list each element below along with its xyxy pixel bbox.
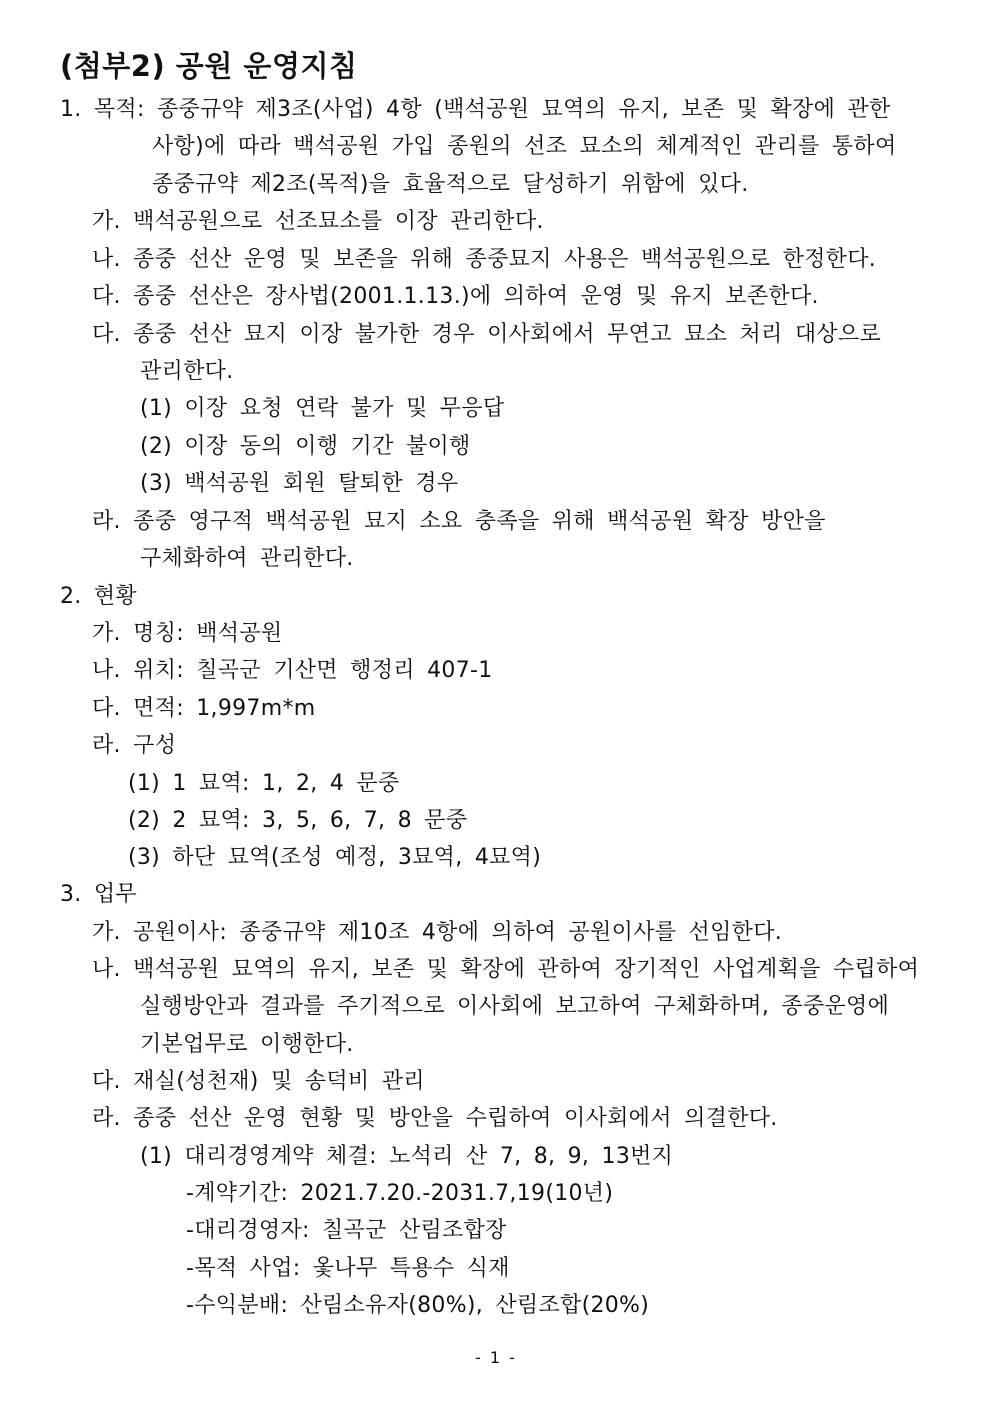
section-3-heading: 3. 업무: [60, 882, 137, 907]
section-2-item-name: 가. 명칭: 백석공원: [92, 621, 283, 646]
section-2-subitem-2: (2) 2 묘역: 3, 5, 6, 7, 8 문중: [128, 808, 468, 833]
section-1-purpose-line-2: 사항)에 따라 백석공원 가입 종원의 선조 묘소의 체계적인 관리를 통하여: [152, 134, 897, 159]
section-3-item-na-line-3: 기본업무로 이행한다.: [140, 1032, 354, 1057]
section-1-item-da-2-line-2: 관리한다.: [140, 359, 234, 384]
section-3-item-ra: 라. 종중 선산 운영 현황 및 방안을 수립하여 이사회에서 의결한다.: [92, 1106, 778, 1131]
section-1-item-ra-line-1: 라. 종중 영구적 백석공원 묘지 소요 충족을 위해 백석공원 확장 방안을: [92, 509, 826, 534]
section-3-item-da: 다. 재실(성천재) 및 송덕비 관리: [92, 1069, 425, 1094]
section-1-purpose-line-1: 1. 목적: 종중규약 제3조(사업) 4항 (백석공원 묘역의 유지, 보존 및 확장에 관한: [60, 97, 891, 122]
section-1-subitem-2: (2) 이장 동의 이행 기간 불이행: [140, 434, 471, 459]
section-1-item-ga: 가. 백석공원으로 선조묘소를 이장 관리한다.: [92, 209, 544, 234]
section-2-heading: 2. 현황: [60, 584, 137, 609]
section-1-item-na: 나. 종중 선산 운영 및 보존을 위해 종중묘지 사용은 백석공원으로 한정한다.: [92, 247, 877, 272]
section-2-item-composition: 라. 구성: [92, 733, 177, 758]
document-title: (첨부2) 공원 운영지침: [60, 49, 358, 83]
section-3-item-na-line-1: 나. 백석공원 묘역의 유지, 보존 및 확장에 관하여 장기적인 사업계획을 수립하여: [92, 957, 920, 982]
section-3-subitem-1: (1) 대리경영계약 체결: 노석리 산 7, 8, 9, 13번지: [140, 1144, 674, 1169]
section-1-item-da-2-line-1: 다. 종중 선산 묘지 이장 불가한 경우 이사회에서 무연고 묘소 처리 대상으로: [92, 322, 882, 347]
section-1-item-ra-line-2: 구체화하여 관리한다.: [140, 546, 354, 571]
section-1-subitem-3: (3) 백석공원 회원 탈퇴한 경우: [140, 471, 459, 496]
section-1-subitem-1: (1) 이장 요청 연락 불가 및 무응답: [140, 396, 505, 421]
section-3-item-na-line-2: 실행방안과 결과를 주기적으로 이사회에 보고하여 구체화하며, 종중운영에: [140, 994, 890, 1019]
section-1-purpose-line-3: 종중규약 제2조(목적)을 효율적으로 달성하기 위함에 있다.: [152, 172, 749, 197]
page-number: - 1 -: [475, 1348, 517, 1367]
section-3-detail-manager: -대리경영자: 칠곡군 산림조합장: [186, 1218, 507, 1243]
section-3-detail-contract-period: -계약기간: 2021.7.20.-2031.7,19(10년): [186, 1181, 614, 1206]
section-2-subitem-3: (3) 하단 묘역(조성 예정, 3묘역, 4묘역): [128, 845, 542, 870]
section-3-item-ga: 가. 공원이사: 종중규약 제10조 4항에 의하여 공원이사를 선임한다.: [92, 920, 783, 945]
section-2-item-location: 나. 위치: 칠곡군 기산면 행정리 407-1: [92, 658, 493, 683]
section-1-item-da-1: 다. 종중 선산은 장사법(2001.1.13.)에 의하여 운영 및 유지 보존한다.: [92, 284, 819, 309]
section-3-detail-profit-share: -수익분배: 산림소유자(80%), 산림조합(20%): [186, 1293, 650, 1318]
section-3-detail-purpose: -목적 사업: 옻나무 특용수 식재: [186, 1256, 510, 1281]
section-2-item-area: 다. 면적: 1,997m*m: [92, 696, 316, 721]
section-2-subitem-1: (1) 1 묘역: 1, 2, 4 문중: [128, 771, 400, 796]
